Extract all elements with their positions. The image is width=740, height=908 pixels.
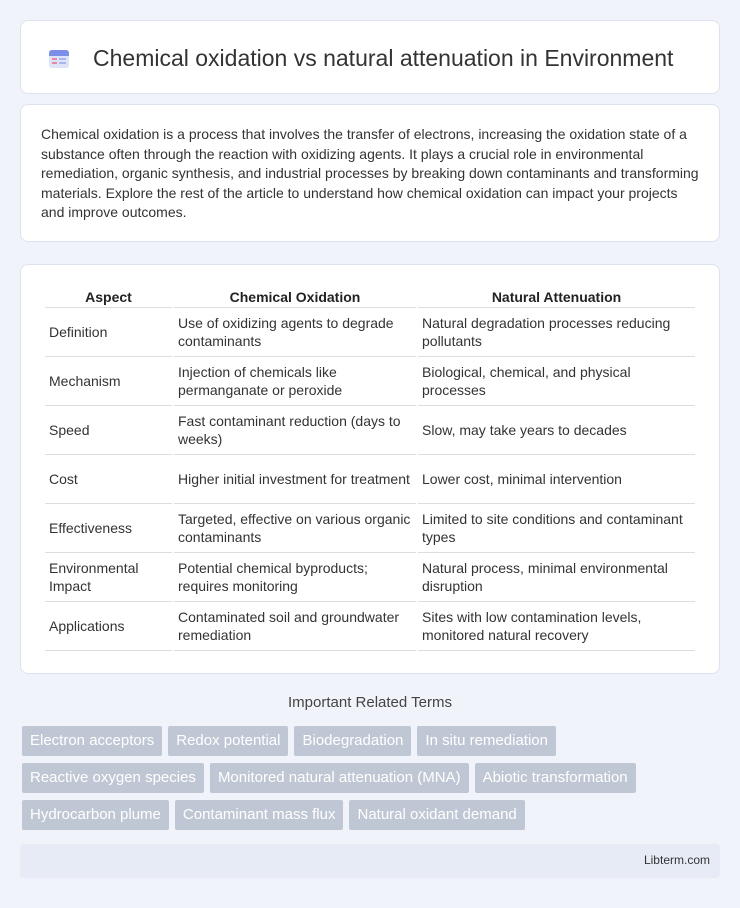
cell-chemical-oxidation: Potential chemical byproducts; requires monitoring — [174, 553, 416, 602]
cell-chemical-oxidation: Contaminated soil and groundwater remediation — [174, 602, 416, 651]
footer — [20, 844, 720, 878]
cell-natural-attenuation: Sites with low contamination levels, monitored natural recovery — [418, 602, 695, 651]
cell-aspect: Cost — [45, 455, 172, 504]
cell-natural-attenuation: Natural process, minimal environmental disruption — [418, 553, 695, 602]
table-header-row — [45, 283, 695, 308]
cell-natural-attenuation: Lower cost, minimal intervention — [418, 455, 695, 504]
cell-chemical-oxidation: Targeted, effective on various organic contaminants — [174, 504, 416, 553]
table-row — [45, 553, 695, 602]
cell-aspect: Speed — [45, 406, 172, 455]
table-row — [45, 455, 695, 504]
tag-row — [22, 763, 722, 793]
related-term-tag[interactable]: Contaminant mass flux — [175, 800, 344, 830]
cell-chemical-oxidation: Injection of chemicals like permanganate or peroxide — [174, 357, 416, 406]
intro-paragraph: Chemical oxidation is a process that involves the transfer of electrons, increasing the oxidation state of a substance often through the reaction with oxidizing agents. It plays a crucial role in environmental remediation, organic synthesis, and industrial processes by breaking down contaminants and transforming materials. Explore the rest of the article to understand how chemical oxidation can impact your projects and improve outcomes. — [41, 126, 699, 220]
header-chemical-oxidation: Chemical Oxidation — [174, 283, 416, 308]
related-term-tag[interactable]: Biodegradation — [294, 726, 411, 756]
table-row — [45, 357, 695, 406]
related-term-tag[interactable]: Reactive oxygen species — [22, 763, 204, 793]
comparison-table — [43, 283, 697, 651]
cell-natural-attenuation: Limited to site conditions and contaminant types — [418, 504, 695, 553]
table-icon — [47, 47, 71, 71]
related-term-tag[interactable]: In situ remediation — [417, 726, 556, 756]
related-terms-heading: Important Related Terms — [288, 694, 452, 711]
tag-row — [22, 800, 722, 830]
related-term-tag[interactable]: Hydrocarbon plume — [22, 800, 169, 830]
cell-aspect: Applications — [45, 602, 172, 651]
comparison-table-card — [20, 264, 720, 674]
related-term-tag[interactable]: Abiotic transformation — [475, 763, 636, 793]
table-row — [45, 406, 695, 455]
related-term-tag[interactable]: Natural oxidant demand — [349, 800, 524, 830]
cell-aspect: Effectiveness — [45, 504, 172, 553]
header-aspect: Aspect — [45, 283, 172, 308]
table-row — [45, 308, 695, 357]
related-term-tag[interactable]: Monitored natural attenuation (MNA) — [210, 763, 469, 793]
cell-natural-attenuation: Natural degradation processes reducing pollutants — [418, 308, 695, 357]
title-card — [20, 20, 720, 94]
table-row — [45, 602, 695, 651]
header-natural-attenuation: Natural Attenuation — [418, 283, 695, 308]
footer-site-link[interactable]: Libterm.com — [643, 853, 710, 867]
tag-row — [22, 726, 722, 756]
cell-chemical-oxidation: Fast contaminant reduction (days to weeks) — [174, 406, 416, 455]
intro-card — [20, 104, 720, 242]
cell-aspect: Mechanism — [45, 357, 172, 406]
page-title: Chemical oxidation vs natural attenuation in Environment — [93, 45, 674, 71]
related-term-tag[interactable]: Redox potential — [168, 726, 288, 756]
cell-aspect: Environmental Impact — [45, 553, 172, 602]
related-term-tag[interactable]: Electron acceptors — [22, 726, 162, 756]
table-row — [45, 504, 695, 553]
cell-chemical-oxidation: Higher initial investment for treatment — [174, 455, 416, 504]
cell-aspect: Definition — [45, 308, 172, 357]
related-terms-list — [22, 726, 722, 837]
cell-natural-attenuation: Slow, may take years to decades — [418, 406, 695, 455]
cell-chemical-oxidation: Use of oxidizing agents to degrade contaminants — [174, 308, 416, 357]
cell-natural-attenuation: Biological, chemical, and physical processes — [418, 357, 695, 406]
